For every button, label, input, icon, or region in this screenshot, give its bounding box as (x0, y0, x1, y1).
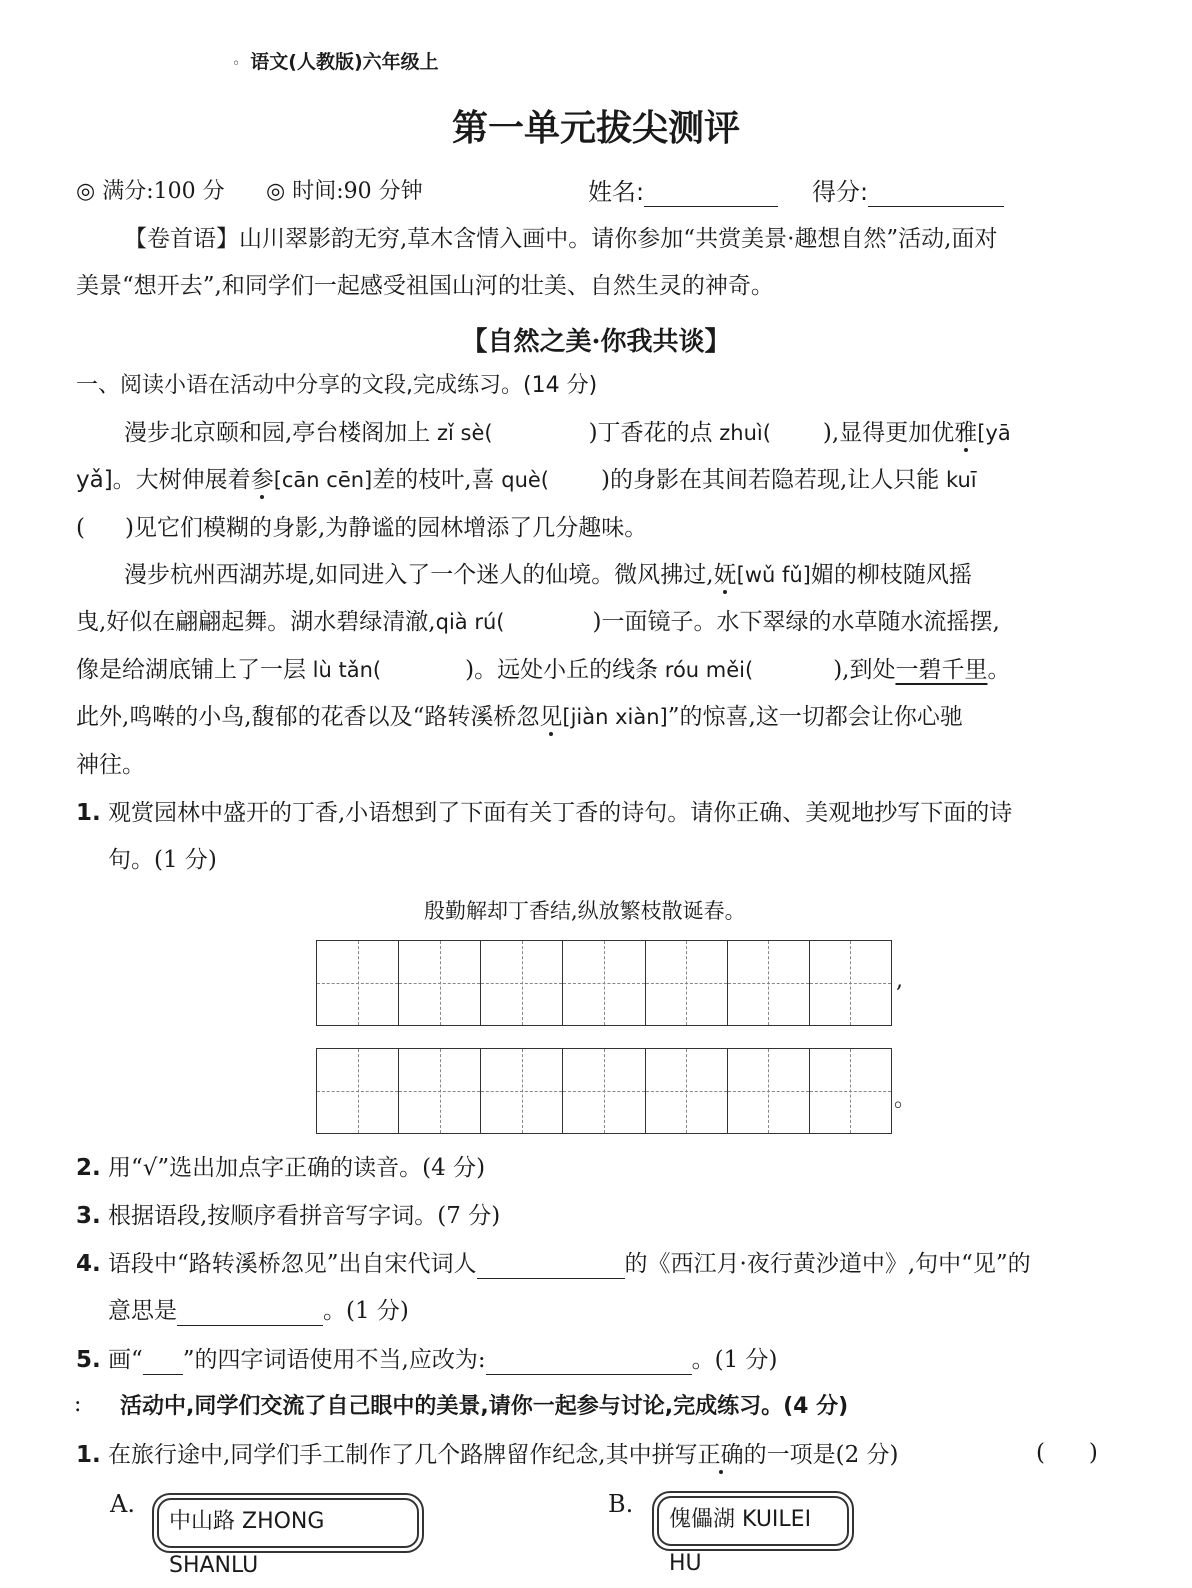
passage1-line-3 (76, 513, 647, 543)
part2-heading: 活动中,同学们交流了自己眼中的美景,请你一起参与讨论,完成练习。(4 分) (120, 1394, 849, 1419)
text: 漫步北京颐和园,亭台楼阁加上 (124, 420, 431, 446)
grid-cell[interactable] (399, 941, 481, 1025)
text: )一面镜子。水下翠绿的水草随水流摇摆, (592, 609, 1000, 635)
question-number: 2. (76, 1155, 101, 1181)
text: ),到处 (833, 657, 896, 683)
passage2-line-4 (76, 702, 963, 732)
underlined-phrase: 一碧千里 (895, 657, 988, 683)
dotted-char: 见 (539, 704, 563, 730)
question-text: 的《西江月·夜行黄沙道中》,句中“见”的 (624, 1251, 1031, 1277)
question-4-cont (108, 1296, 409, 1326)
bullet-icon: ◦ (232, 56, 241, 72)
grid-cell[interactable] (646, 1049, 728, 1133)
answer-paren[interactable]: ( ) (1036, 1440, 1098, 1466)
pinyin-zise: zǐ sè( (430, 421, 493, 445)
part2-mark: : (74, 1392, 82, 1417)
text: ),显得更加优 (822, 420, 955, 446)
answer-blank[interactable] (177, 1301, 323, 1326)
writing-grid-1[interactable] (316, 940, 892, 1026)
grid-cell[interactable] (563, 941, 645, 1025)
grid-cell[interactable] (399, 1049, 481, 1133)
text: )丁香花的点 (588, 420, 713, 446)
text: ”的惊喜,这一切都会让你心驰 (667, 704, 963, 730)
page-title: 第一单元拔尖测评 (451, 107, 740, 149)
grid-punct-comma: , (896, 968, 903, 993)
text: 像是给湖底铺上了一层 (76, 657, 306, 683)
section-title: 【自然之美·你我共谈】 (461, 327, 731, 357)
text: 媚的柳枝随风摇 (810, 562, 972, 588)
question-2 (76, 1153, 485, 1183)
score-label: 得分: (812, 178, 869, 206)
underline-sample (143, 1350, 183, 1375)
pinyin-option: [yā (977, 421, 1011, 445)
question-number: 4. (76, 1251, 101, 1277)
grid-cell[interactable] (481, 941, 563, 1025)
text: 漫步杭州西湖苏堤,如同进入了一个迷人的仙境。微风拂过, (124, 562, 714, 588)
pinyin-option: [cān cēn] (273, 468, 373, 492)
time-limit: ◎ 时间:90 分钟 (266, 179, 423, 204)
question-text: 语段中“路转溪桥忽见”出自宋代词人 (108, 1251, 477, 1277)
question-text: 。(1 分) (323, 1298, 409, 1324)
pinyin-que: què( (494, 468, 549, 492)
pinyin-kui: kuī (939, 468, 977, 492)
paren-open: ( (76, 515, 85, 541)
grid-cell[interactable] (317, 1049, 399, 1133)
question-number: 5. (76, 1347, 101, 1373)
poem-line: 殷勤解却丁香结,纵放繁枝散诞春。 (424, 899, 746, 923)
question-number: 3. (76, 1203, 101, 1229)
text: 。 (987, 657, 1011, 683)
preface-line-1: 【卷首语】山川翠影韵无穷,草木含情入画中。请你参加“共赏美景·趣想自然”活动,面对 (124, 226, 998, 252)
score-field (812, 172, 1004, 207)
pinyin-option: [wǔ fǔ] (736, 563, 811, 587)
grid-cell[interactable] (563, 1049, 645, 1133)
passage2-line-5: 神往。 (76, 752, 145, 778)
full-score: ◎ 满分:100 分 (76, 179, 225, 204)
option-b-label: B. (608, 1490, 634, 1518)
pinyin-qiaru: qià rú( (435, 610, 505, 634)
question-5 (76, 1345, 777, 1375)
question-text: 画“ (108, 1347, 143, 1373)
name-blank[interactable] (644, 182, 778, 207)
text: )见它们模糊的身影,为静谧的园林增添了几分趣味。 (124, 515, 648, 541)
grid-cell[interactable] (728, 941, 810, 1025)
pinyin-zhui: zhuì( (712, 421, 771, 445)
text: 此外,鸣啭的小鸟,馥郁的花香以及“路转溪桥忽 (76, 704, 540, 730)
name-label: 姓名: (588, 178, 645, 206)
book-label: 语文(人教版)六年级上 (250, 51, 439, 73)
text: 差的枝叶,喜 (372, 467, 495, 493)
text: )的身影在其间若隐若现,让人只能 (601, 467, 940, 493)
question-3 (76, 1201, 500, 1231)
grid-cell[interactable] (317, 941, 399, 1025)
pinyin-option: [jiàn xiàn] (562, 705, 668, 729)
passage1-line-1 (124, 418, 1011, 448)
question-text: 。(1 分) (691, 1347, 778, 1373)
pinyin-lutan: lù tǎn( (306, 658, 382, 682)
question-text: 在旅行途中,同学们手工制作了几个路牌留作纪念,其中拼写 (108, 1442, 698, 1468)
dotted-emphasis: 正确 (697, 1442, 744, 1468)
name-field (588, 172, 778, 207)
dotted-char: 妩 (713, 562, 737, 588)
question-4 (76, 1249, 1031, 1279)
question-text: 用“√”选出加点字正确的读音。(4 分) (108, 1155, 486, 1181)
question-number: 1. (76, 1442, 101, 1468)
text: 曳,好似在翩翩起舞。湖水碧绿清澈, (76, 609, 436, 635)
grid-cell[interactable] (810, 1049, 891, 1133)
passage2-line-2 (76, 607, 1000, 637)
grid-cell[interactable] (728, 1049, 810, 1133)
grid-cell[interactable] (810, 941, 891, 1025)
question-1 (76, 798, 1012, 828)
dotted-char: 参 (250, 467, 274, 493)
score-blank[interactable] (868, 182, 1004, 207)
question-text: 观赏园林中盛开的丁香,小语想到了下面有关丁香的诗句。请你正确、美观地抄写下面的诗 (108, 800, 1013, 826)
grid-punct-period: 。 (894, 1087, 917, 1112)
writing-grid-2[interactable] (316, 1048, 892, 1134)
option-a-road-sign[interactable]: 中山路 ZHONG SHANLU (157, 1498, 419, 1548)
passage1-line-2 (76, 465, 977, 495)
question-text: 的一项是(2 分) (743, 1442, 899, 1468)
answer-blank[interactable] (486, 1350, 692, 1375)
header (232, 47, 439, 74)
passage2-line-1 (124, 560, 972, 590)
text: )。远处小丘的线条 (465, 657, 659, 683)
question-text: 根据语段,按顺序看拼音写字词。(7 分) (108, 1203, 501, 1229)
part1-heading: 一、阅读小语在活动中分享的文段,完成练习。(14 分) (76, 373, 598, 398)
question-1-cont: 句。(1 分) (108, 847, 217, 873)
option-a-label: A. (110, 1490, 135, 1518)
text: yǎ]。大树伸展着 (76, 467, 251, 493)
question-number: 1. (76, 800, 101, 826)
part2-question-1 (76, 1440, 899, 1470)
question-text: ”的四字词语使用不当,应改为: (182, 1347, 486, 1373)
pinyin-roumei: róu měi( (658, 658, 754, 682)
dotted-char: 雅 (954, 420, 978, 446)
answer-blank[interactable] (477, 1254, 625, 1279)
grid-cell[interactable] (481, 1049, 563, 1133)
question-text: 意思是 (108, 1298, 177, 1324)
preface-line-2: 美景“想开去”,和同学们一起感受祖国山河的壮美、自然生灵的神奇。 (76, 273, 774, 299)
passage2-line-3 (76, 655, 1010, 685)
grid-cell[interactable] (646, 941, 728, 1025)
option-b-road-sign[interactable]: 傀儡湖 KUILEI HU (657, 1496, 849, 1546)
